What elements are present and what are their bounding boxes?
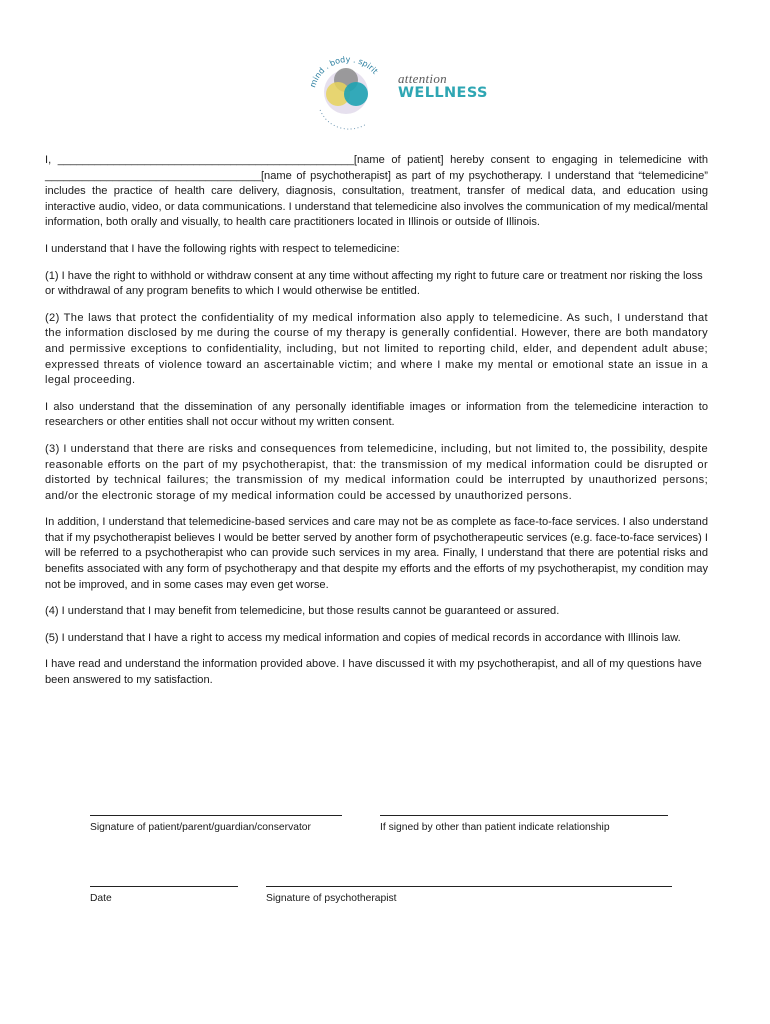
date-block[interactable] — [90, 886, 238, 904]
relationship-block[interactable] — [380, 815, 668, 833]
right-5-paragraph: (5) I understand that I have a right to access my medical information and copies of medical records in accordance with Illinois law. — [45, 631, 681, 644]
relationship-label: If signed by other than patient indicate relationship — [380, 822, 610, 833]
intro-paragraph: I, ________________________________________________[name of patient] hereby consent to engaging in telemedicine with ___________________________________[name of psychotherapist] as part of my psychotherapy. I understand that “telemedicine” includes the practice of health care delivery, diagnosis, consultation, treatment, transfer of medical data, and education using interactive audio, video, or data communications. I understand that telemedicine also involves the communication of my medical/mental information, both orally and visually, to health care practitioners located in Illinois or outside of Illinois. — [45, 154, 708, 229]
logo-wellness: WELLNESS — [398, 85, 488, 101]
right-3-paragraph: (3) I understand that there are risks and consequences from telemedicine, including, but not limited to, the possibility, despite reasonable efforts on the part of my psychotherapist, that: the transmission of my medical information could be disrupted or distorted by technical failures; the transmission of my medical information could be interrupted by unauthorized persons; and/or the electronic storage of my medical information could be accessed by unauthorized persons. — [45, 442, 708, 502]
logo-circle-teal — [344, 82, 368, 106]
right-4-paragraph: (4) I understand that I may benefit from telemedicine, but those results cannot be guaranteed or assured. — [45, 605, 560, 618]
logo-attention: attention — [398, 71, 447, 86]
additional-risks-paragraph: In addition, I understand that telemedicine-based services and care may not be as complete as face-to-face services. I also understand that if my psychotherapist believes I would be better served by another form of psychotherapeutic services (e.g. face-to-face services) I will be referred to a psychotherapist who can provide such services in my area. Finally, I understand that there are potential risks and benefits associated with any form of psychotherapy and that despite my efforts and the efforts of my psychotherapist, my condition may not be improved, and in some cases may even get worse. — [45, 516, 708, 591]
logo-arc-text: mind . body . spirit — [308, 54, 380, 89]
relationship-line[interactable] — [380, 815, 668, 816]
logo-lower-arc-text: • • • • • • • • • • • • • • • • — [317, 108, 367, 132]
right-1-paragraph: (1) I have the right to withhold or withdraw consent at any time without affecting my right to future care or treatment nor risking the loss or withdrawal of any program benefits to which I would otherwise be entitled. — [45, 269, 703, 298]
right-2-paragraph: (2) The laws that protect the confidentiality of my medical information also apply to telemedicine. As such, I understand that the information disclosed by me during the course of my therapy is generally confidential. However, there are both mandatory and permissive exceptions to confidentiality, including, but not limited to reporting child, elder, and dependent adult abuse; expressed threats of violence toward an ascertainable victim; and where I make my mental or emotional state an issue in a legal proceeding. — [45, 311, 708, 387]
date-label: Date — [90, 893, 112, 904]
psychotherapist-signature-line[interactable] — [266, 886, 672, 887]
patient-signature-line[interactable] — [90, 815, 342, 816]
logo-wordmark — [398, 72, 488, 101]
date-line[interactable] — [90, 886, 238, 887]
rights-heading: I understand that I have the following rights with respect to telemedicine: — [45, 242, 400, 255]
acknowledgement-paragraph: I have read and understand the information provided above. I have discussed it with my psychotherapist, and all of my questions have been answered to my satisfaction. — [45, 658, 702, 687]
psychotherapist-signature-label: Signature of psychotherapist — [266, 893, 397, 904]
patient-signature-block[interactable] — [90, 815, 342, 833]
dissemination-paragraph: I also understand that the dissemination of any personally identifiable images or information from the telemedicine interaction to researchers or other entities shall not occur without my written consent. — [45, 400, 708, 429]
logo-emblem — [302, 50, 402, 134]
consent-body — [45, 153, 708, 700]
psychotherapist-signature-block[interactable] — [266, 886, 672, 904]
patient-signature-label: Signature of patient/parent/guardian/conservator — [90, 822, 311, 833]
